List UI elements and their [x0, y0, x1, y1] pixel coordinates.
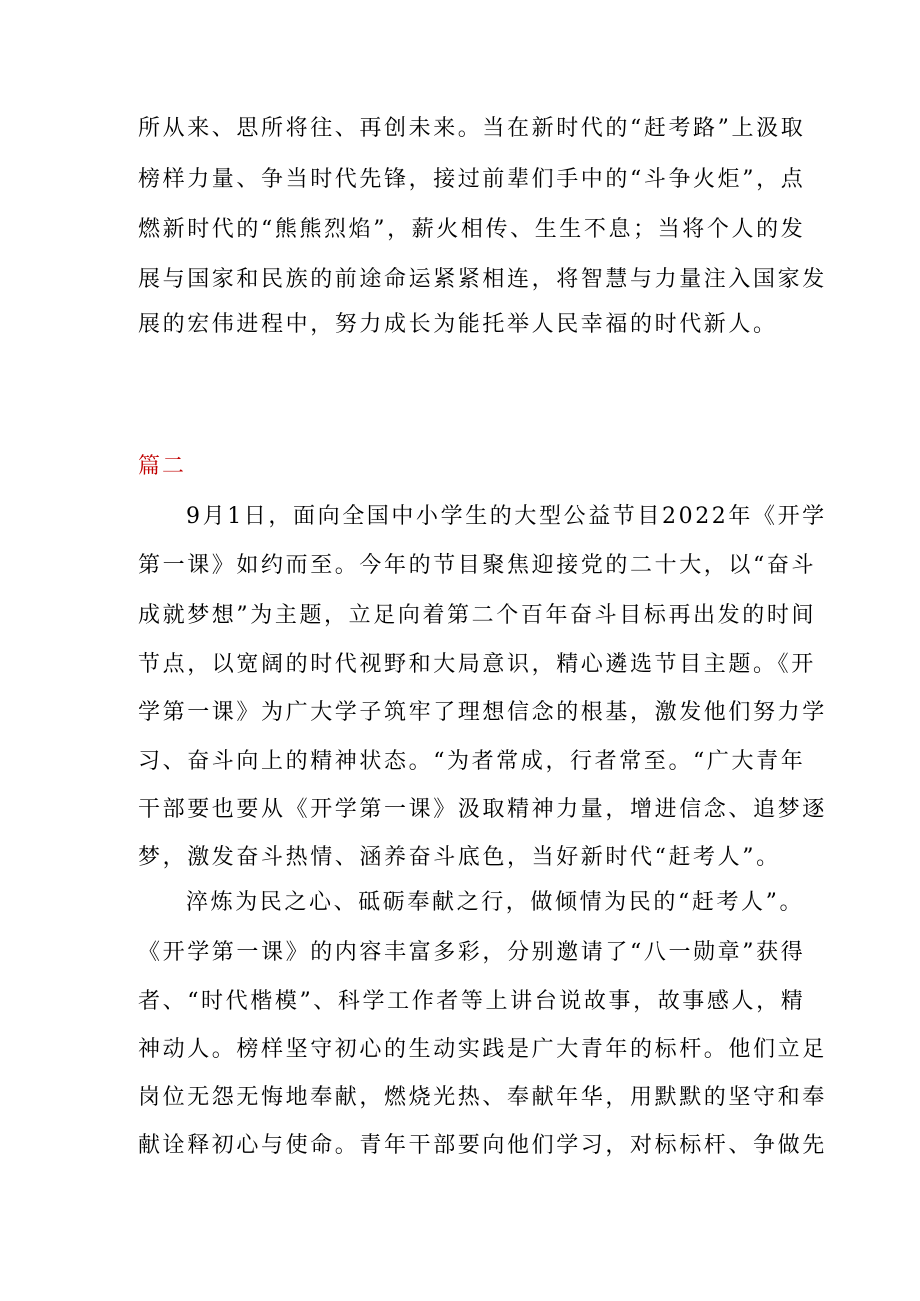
paragraph-line: 干部要也要从《开学第一课》汲取精神力量，增进信念、追梦逐: [138, 797, 827, 822]
paragraph-line: 献诠释初心与使命。青年干部要向他们学习，对标标杆、争做先: [138, 1133, 827, 1158]
paragraph-line: 节点，以宽阔的时代视野和大局意识，精心遴选节目主题。《开: [138, 652, 816, 677]
paragraph-line: 淬炼为民之心、砥砺奉献之行，做倾情为民的“赶考人”。: [186, 890, 805, 915]
paragraph-line: 第一课》如约而至。今年的节目聚焦迎接党的二十大，以“奋斗: [138, 553, 817, 578]
paragraph-line: 展与国家和民族的前途命运紧紧相连，将智慧与力量注入国家发: [138, 267, 827, 292]
paragraph-line: 梦，激发奋斗热情、涵养奋斗底色，当好新时代“赶考人”。: [138, 845, 781, 870]
paragraph-line: 者、“时代楷模”、科学工作者等上讲台说故事，故事感人，精: [138, 989, 806, 1014]
paragraph-line: 习、奋斗向上的精神状态。“为者常成，行者常至。“广大青年: [138, 749, 806, 774]
paragraph-line: 《开学第一课》的内容丰富多彩，分别邀请了“八一勋章”获得: [138, 940, 806, 965]
paragraph-line: 岗位无怨无悔地奉献，燃烧光热、奉献年华，用默默的坚守和奉: [138, 1085, 827, 1110]
paragraph-line: 燃新时代的“熊熊烈焰”，薪火相传、生生不息；当将个人的发: [138, 217, 806, 242]
section-heading: 篇二: [138, 454, 187, 479]
paragraph-line: 成就梦想”为主题，立足向着第二个百年奋斗目标再出发的时间: [138, 603, 817, 628]
paragraph-line: 展的宏伟进程中，努力成长为能托举人民幸福的时代新人。: [138, 312, 778, 337]
paragraph-line: 所从来、思所将往、再创未来。当在新时代的“赶考路”上汲取: [138, 116, 806, 141]
paragraph-line: 榜样力量、争当时代先锋，接过前辈们手中的“斗争火炬”，点: [138, 167, 806, 192]
paragraph-line: 神动人。榜样坚守初心的生动实践是广大青年的标杆。他们立足: [138, 1037, 827, 1062]
paragraph-line: 9月1日，面向全国中小学生的大型公益节目2022年《开学: [186, 504, 827, 529]
paragraph-line: 学第一课》为广大学子筑牢了理想信念的根基，激发他们努力学: [138, 700, 827, 725]
